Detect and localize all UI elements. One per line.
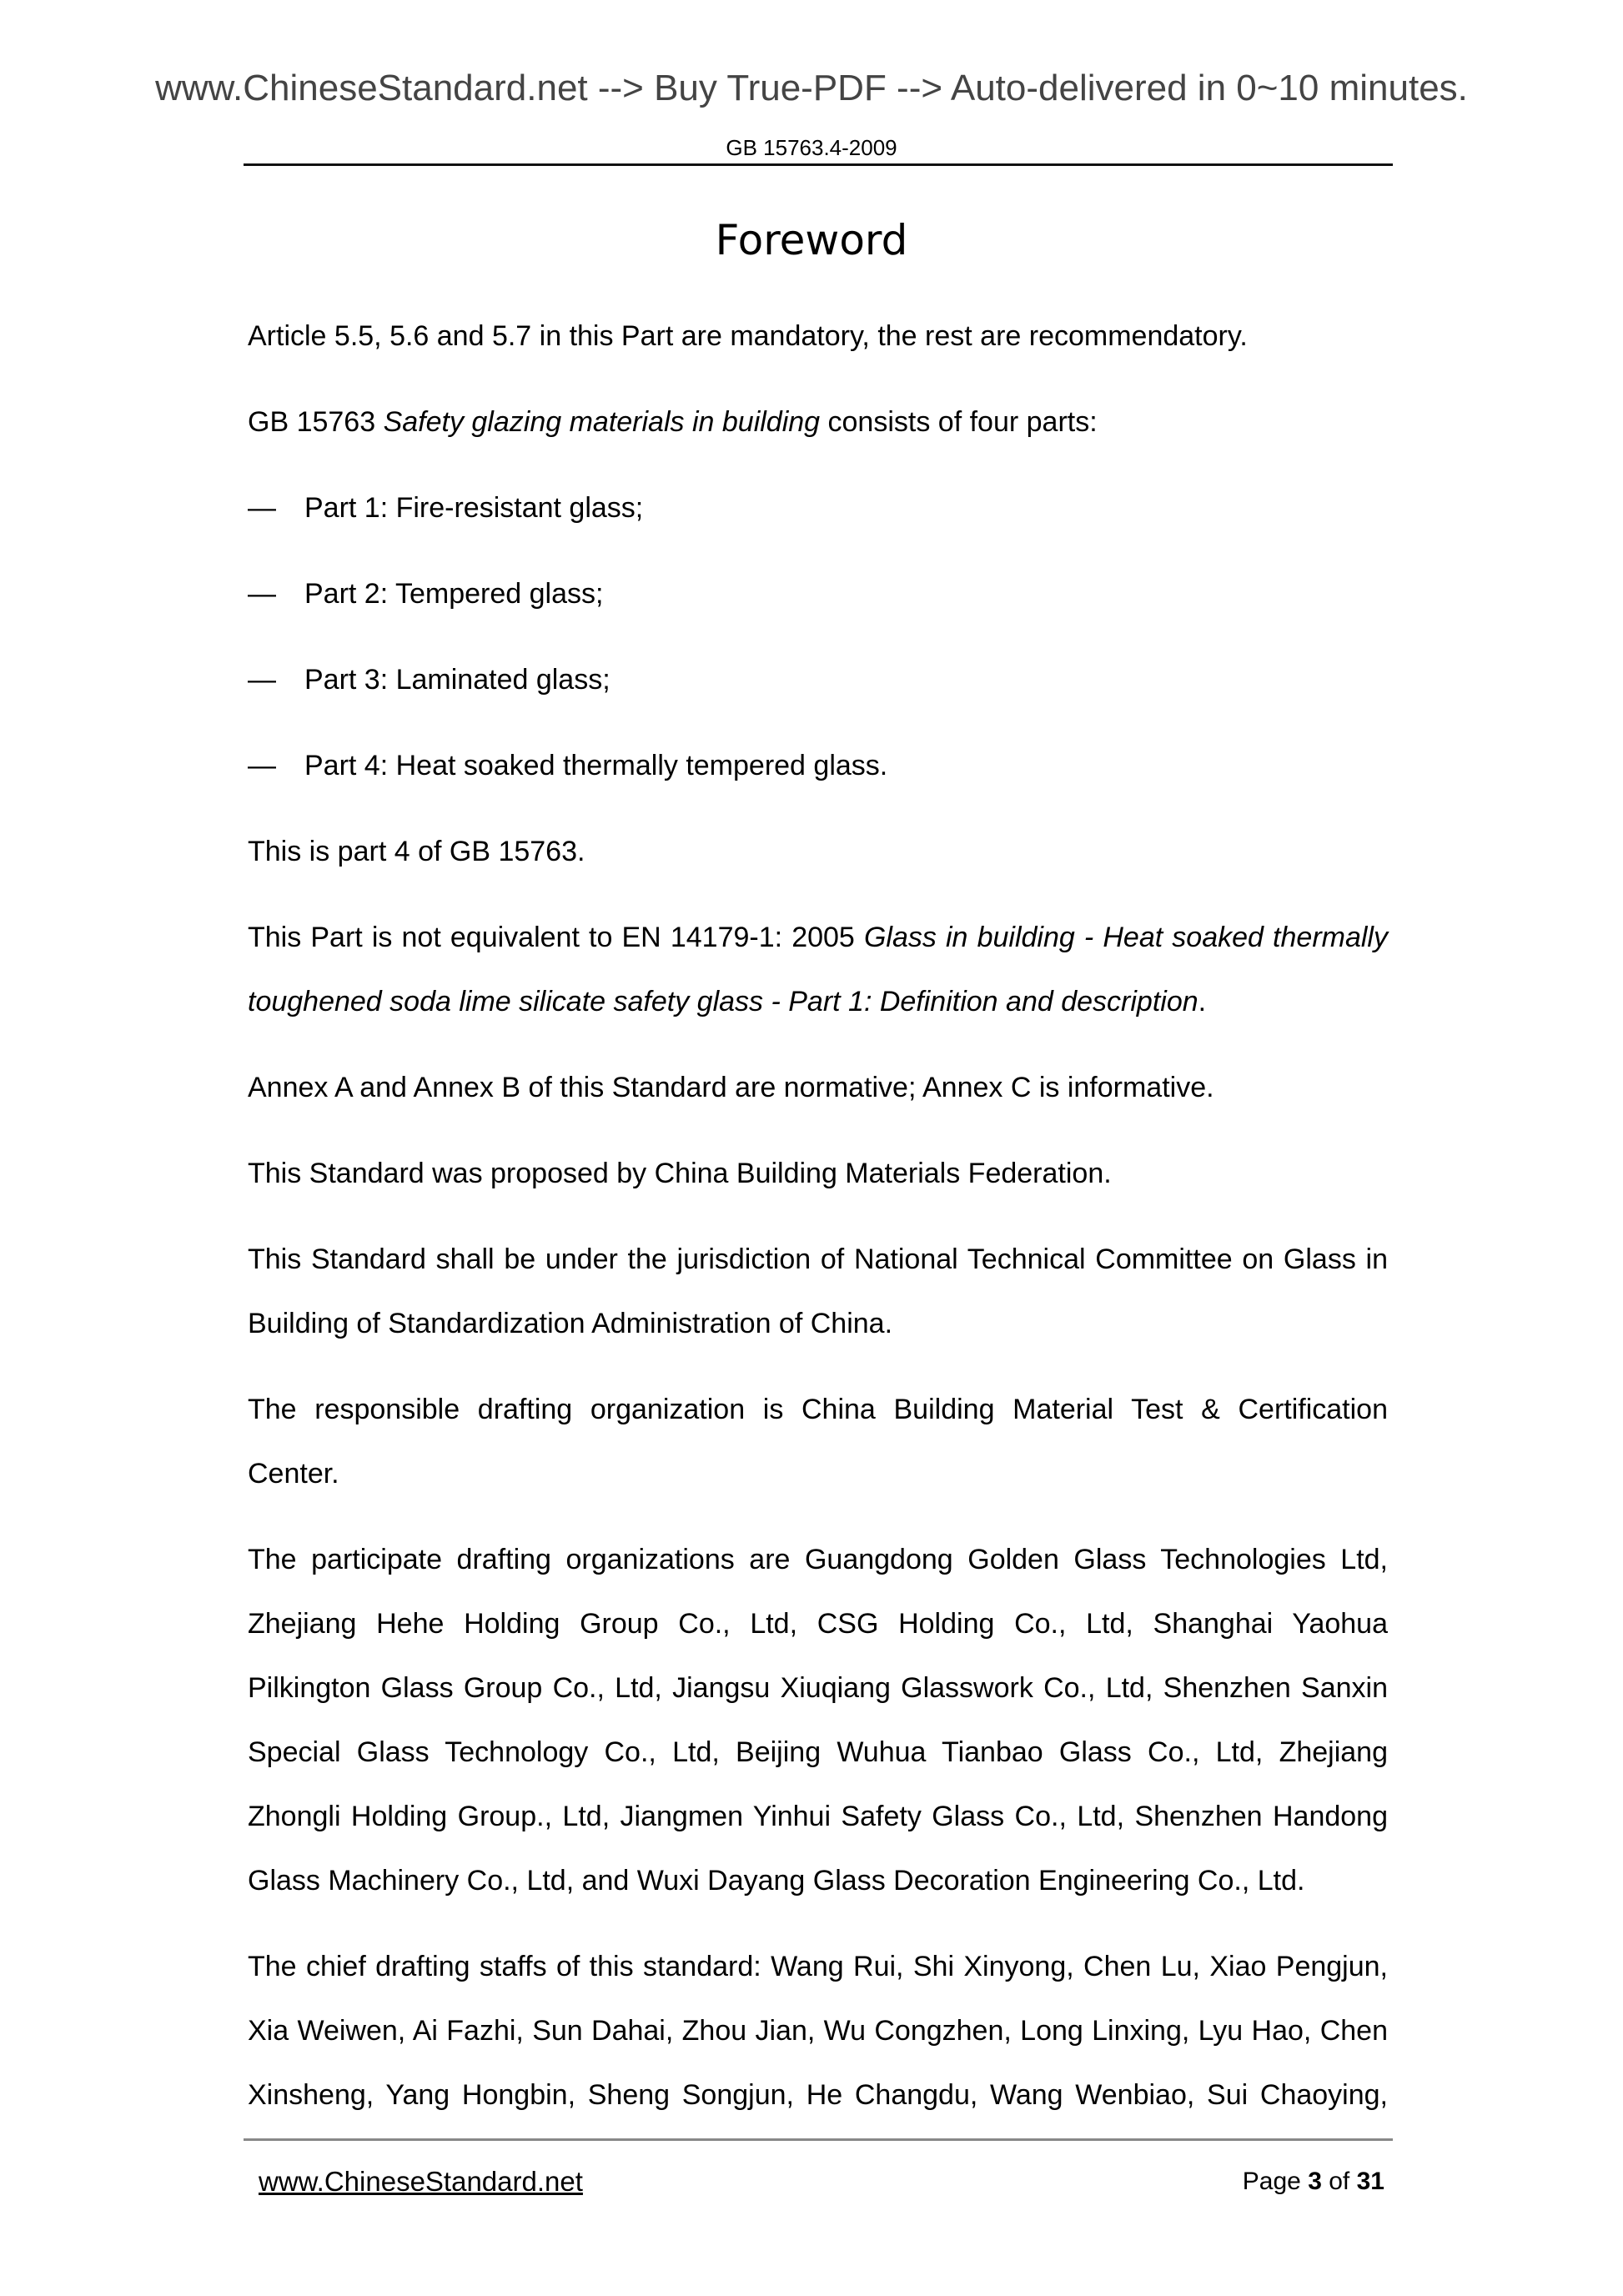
text-run: This Standard was proposed by China Building Materials Federation.: [248, 1158, 1112, 1189]
text-run: The chief drafting staffs of this standard: Wang Rui, Shi Xinyong, Chen Lu, Xiao Pengjun,: [248, 1951, 1388, 1982]
text-run: The participate drafting organizations are Guangdong Golden Glass Technologies Ltd,: [248, 1544, 1388, 1575]
standard-code-header: GB 15763.4-2009: [726, 135, 897, 160]
list-item: [248, 648, 1388, 712]
list-item-text: [304, 476, 643, 540]
text-run: Xia Weiwen, Ai Fazhi, Sun Dahai, Zhou Jian, Wu Congzhen, Long Linxing, Lyu Hao, Chen: [248, 2015, 1388, 2047]
text-run: Pilkington Glass Group Co., Ltd, Jiangsu Xiuqiang Glasswork Co., Ltd, Shenzhen Sanxin: [248, 1672, 1388, 1704]
text-run: Part 2: Tempered glass;: [304, 578, 604, 610]
footer-website-link[interactable]: www.ChineseStandard.net: [259, 2166, 583, 2197]
paragraph: [248, 1142, 1388, 1206]
site-banner: www.ChineseStandard.net --> Buy True-PDF --> Auto-delivered in 0~10 minutes.: [155, 68, 1468, 108]
text-line: [248, 906, 1388, 970]
list-item-text: [304, 562, 603, 626]
text-line: [248, 820, 1388, 884]
text-line: [304, 734, 887, 798]
paragraph: [248, 304, 1388, 369]
header-divider: [244, 163, 1393, 166]
text-line: [248, 1592, 1388, 1656]
list-dash: —: [248, 750, 276, 781]
text-line: [248, 1228, 1388, 1292]
paragraph: [248, 1378, 1388, 1506]
paragraph: [248, 1528, 1388, 1913]
page-of: of: [1329, 2168, 1350, 2195]
text-run: Building of Standardization Administration of China.: [248, 1308, 893, 1339]
text-run: Center.: [248, 1458, 339, 1490]
text-run: consists of four parts:: [820, 406, 1098, 438]
text-line: [248, 1528, 1388, 1592]
text-line: [248, 1142, 1388, 1206]
page-total: 31: [1356, 2168, 1384, 2195]
text-line: [304, 476, 643, 540]
page-current: 3: [1308, 2168, 1322, 2195]
text-line: [248, 1292, 1388, 1356]
text-run: This Standard shall be under the jurisdiction of National Technical Committee on Glass in: [248, 1243, 1388, 1275]
text-line: [248, 1656, 1388, 1721]
text-line: [248, 1935, 1388, 1999]
list-item-text: [304, 648, 611, 712]
footer-divider: [244, 2138, 1393, 2141]
text-run: This Part is not equivalent to EN 14179-1: 2005: [248, 922, 864, 953]
text-line: [248, 1785, 1388, 1849]
list-item: [248, 562, 1388, 626]
text-run: Part 4: Heat soaked thermally tempered glass.: [304, 750, 888, 781]
text-line: [248, 2063, 1388, 2128]
italic-title-text: toughened soda lime silicate safety glass - Part 1: Definition and description: [248, 986, 1198, 1017]
paragraph: [248, 820, 1388, 884]
list-dash: —: [248, 492, 276, 524]
italic-title-text: Safety glazing materials in building: [383, 406, 821, 438]
text-run: Zhejiang Hehe Holding Group Co., Ltd, CSG Holding Co., Ltd, Shanghai Yaohua: [248, 1608, 1388, 1640]
text-run: Xinsheng, Yang Hongbin, Sheng Songjun, He Changdu, Wang Wenbiao, Sui Chaoying,: [248, 2079, 1388, 2111]
text-run: Zhongli Holding Group., Ltd, Jiangmen Yinhui Safety Glass Co., Ltd, Shenzhen Handong: [248, 1801, 1388, 1832]
text-run: This is part 4 of GB 15763.: [248, 836, 585, 867]
text-run: Glass Machinery Co., Ltd, and Wuxi Dayang Glass Decoration Engineering Co., Ltd.: [248, 1865, 1305, 1897]
text-line: [248, 1378, 1388, 1442]
list-item: [248, 734, 1388, 798]
list-item: [248, 476, 1388, 540]
list-dash: —: [248, 578, 276, 610]
text-run: Part 1: Fire-resistant glass;: [304, 492, 644, 524]
text-run: Special Glass Technology Co., Ltd, Beijing Wuhua Tianbao Glass Co., Ltd, Zhejiang: [248, 1736, 1388, 1768]
text-line: [248, 970, 1388, 1034]
text-line: [248, 390, 1388, 455]
paragraph: [248, 1935, 1388, 2128]
text-run: GB 15763: [248, 406, 384, 438]
list-item-text: [304, 734, 887, 798]
text-run: .: [1198, 986, 1207, 1017]
text-line: [304, 648, 611, 712]
paragraph: [248, 1228, 1388, 1356]
text-run: The responsible drafting organization is China Building Material Test & Certification: [248, 1394, 1388, 1425]
paragraph: [248, 390, 1388, 455]
paragraph: [248, 1056, 1388, 1120]
text-line: [248, 1849, 1388, 1913]
text-line: [248, 1442, 1388, 1506]
document-body: [248, 304, 1388, 2149]
text-run: Article 5.5, 5.6 and 5.7 in this Part are mandatory, the rest are recommendatory.: [248, 320, 1248, 352]
text-run: Part 3: Laminated glass;: [304, 664, 611, 696]
text-run: Annex A and Annex B of this Standard are normative; Annex C is informative.: [248, 1072, 1214, 1103]
text-line: [248, 1721, 1388, 1785]
page-title: Foreword: [715, 216, 908, 264]
text-line: [304, 562, 603, 626]
italic-title-text: Glass in building - Heat soaked thermally: [863, 922, 1388, 953]
text-line: [248, 1999, 1388, 2063]
page-number: [1243, 2165, 1384, 2198]
list-dash: —: [248, 664, 276, 696]
paragraph: [248, 906, 1388, 1034]
page-label: Page: [1242, 2168, 1301, 2195]
text-line: [248, 304, 1388, 369]
text-line: [248, 1056, 1388, 1120]
